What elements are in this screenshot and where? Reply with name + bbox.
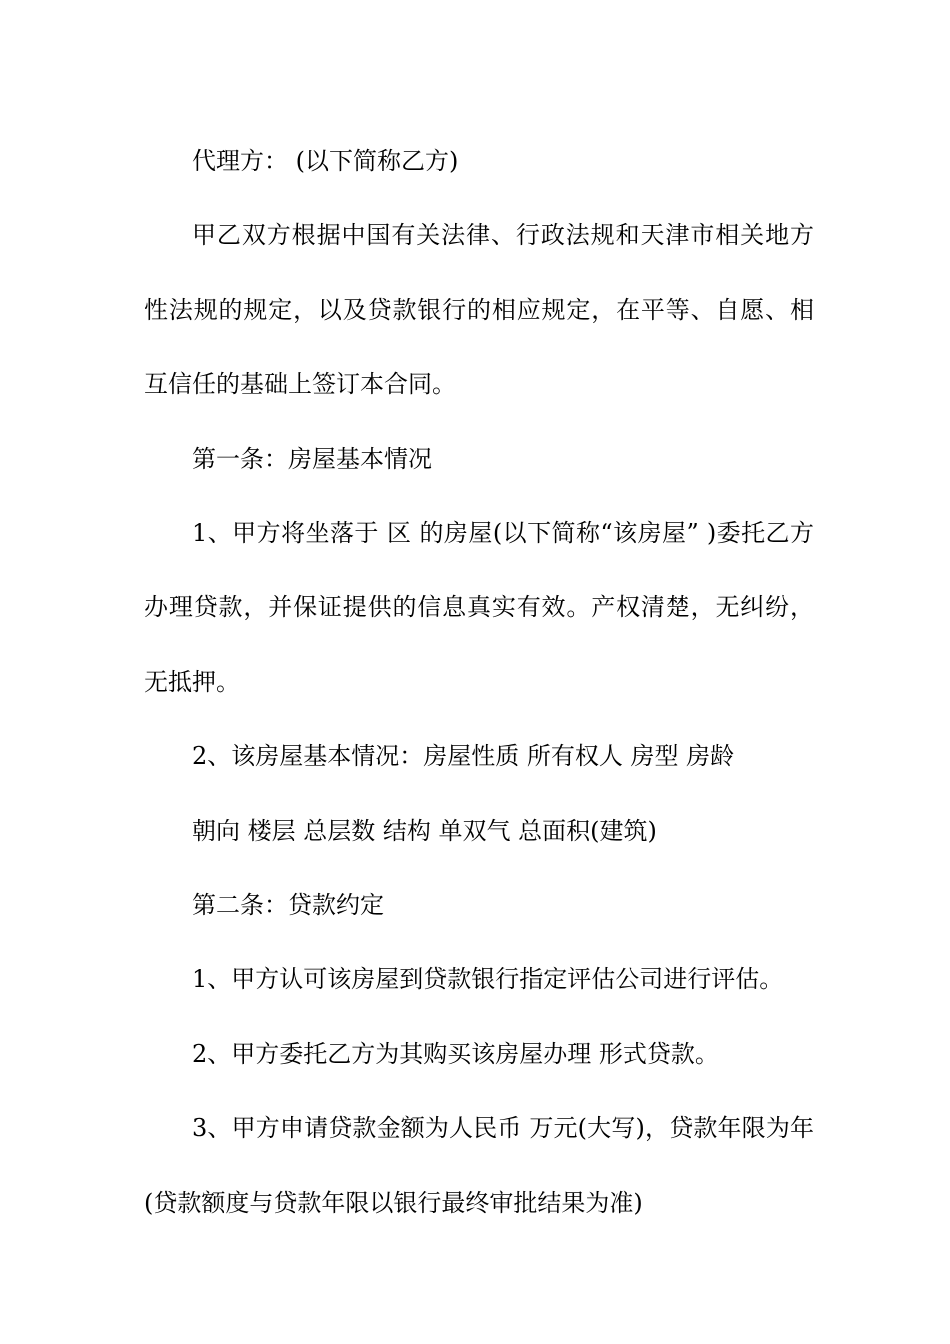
document-body: [144, 124, 814, 1240]
preamble-paragraph: 甲乙双方根据中国有关法律、行政法规和天津市相关地方性法规的规定，以及贷款银行的相应规定，在平等、自愿、相互信任的基础上签订本合同。: [144, 221, 814, 399]
article-2-heading: 第二条：贷款约定: [192, 891, 384, 920]
article-2-clause-1: 1、甲方认可该房屋到贷款银行指定评估公司进行评估。: [192, 965, 784, 994]
article-1-clause-2-details: 朝向 楼层 总层数 结构 单双气 总面积(建筑): [192, 816, 657, 845]
article-2-clause-2: 2、甲方委托乙方为其购买该房屋办理 形式贷款。: [192, 1039, 719, 1068]
article-1-clause-2: 2、该房屋基本情况：房屋性质 所有权人 房型 房龄: [192, 742, 735, 771]
article-1-clause-1: 1、甲方将坐落于 区 的房屋(以下简称“该房屋” )委托乙方办理贷款，并保证提供的信息真实有效。产权清楚，无纠纷，无抵押。: [144, 519, 814, 696]
article-2-clause-3: 3、甲方申请贷款金额为人民币 万元(大写)，贷款年限为年(贷款额度与贷款年限以银行最终审批结果为准): [144, 1114, 814, 1217]
article-1-heading: 第一条：房屋基本情况: [192, 444, 432, 473]
agent-party-line: 代理方： (以下简称乙方): [192, 147, 459, 175]
